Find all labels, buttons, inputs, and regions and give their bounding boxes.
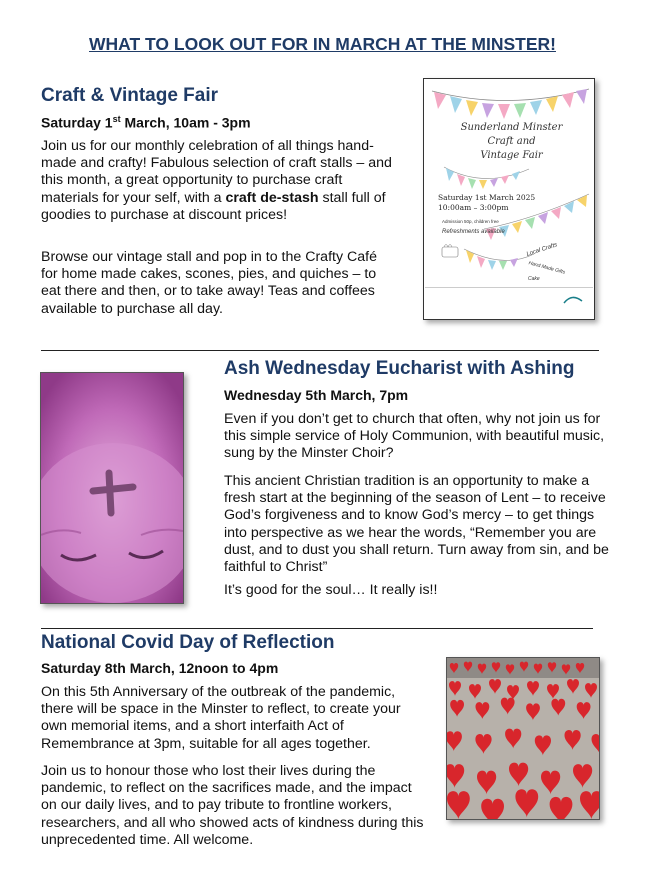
craft-fair-date-sup: st	[112, 114, 121, 124]
ash-wednesday-para-1: Even if you don’t get to church that often, why not join us for this simple service of Holy Communion, with beautiful music, sung by the Minster Choir?	[224, 411, 605, 462]
divider-1	[41, 350, 599, 351]
covid-day-para-1: On this 5th Anniversary of the outbreak of the pandemic, there will be space in the Minster to reflect, to create your own memorial items, and a short interfaith Act of Remembrance at 3pm, suitable for all ages together.	[41, 684, 401, 752]
ash-wednesday-date: Wednesday 5th March, 7pm	[224, 387, 409, 403]
poster-date	[438, 193, 535, 213]
covid-day-heading: National Covid Day of Reflection	[41, 632, 335, 653]
craft-fair-date	[41, 114, 251, 131]
ash-wednesday-photo	[40, 372, 184, 604]
ash-wednesday-para-3: It’s good for the soul… It really is!!	[224, 582, 438, 598]
poster-cake: Cake	[528, 276, 540, 282]
craft-fair-para-1	[41, 138, 403, 224]
ash-wednesday-heading: Ash Wednesday Eucharist with Ashing	[224, 358, 575, 379]
page-title: WHAT TO LOOK OUT FOR IN MARCH AT THE MINSTER!	[89, 34, 556, 54]
covid-memorial-hearts-photo	[446, 657, 600, 820]
hearts-wall-image	[447, 658, 599, 819]
divider-2	[41, 628, 593, 629]
ash-cross-forehead-image	[41, 373, 183, 603]
poster-date-line: Saturday 1st March 2025	[438, 193, 536, 202]
poster-time-line: 10:00am – 3:00pm	[438, 203, 509, 212]
ash-wednesday-para-2: This ancient Christian tradition is an opportunity to make a fresh start at the beginning of the season of Lent – to receive God’s forgiveness and to know God’s mercy – to get things into perspective as we hear the words, “Remember you are dust, and to dust you shall return. Turn away from sin, and be faithful to Christ”	[224, 473, 609, 576]
craft-fair-para-1b: stall full of goodies to purchase at discount prices!	[41, 189, 386, 223]
craft-fair-heading: Craft & Vintage Fair	[41, 85, 219, 106]
poster-title-line-2: Craft and	[487, 136, 536, 147]
covid-day-date: Saturday 8th March, 12noon to 4pm	[41, 660, 279, 676]
craft-fair-para-1a: Join us for our monthly celebration of all things hand-made and crafty! Fabulous selection of craft stalls – and this month, a great opportunity to purchase craft materials for your self, with a	[41, 138, 392, 206]
poster-title	[444, 121, 579, 163]
craft-fair-poster	[423, 78, 595, 320]
covid-day-para-2: Join us to honour those who lost their lives during the pandemic, to reflect on the sacrifices made, and the impact on our daily lives, and to pay tribute to frontline workers, researchers, and all who showed acts of kindness during this unprecedented time. All welcome.	[41, 763, 424, 848]
poster-title-line-1: Sunderland Minster	[460, 122, 563, 133]
poster-local-crafts: Local Crafts	[525, 242, 559, 258]
poster-admission: Admission 50p, children free	[442, 219, 499, 224]
craft-fair-para-2: Browse our vintage stall and pop in to the Crafty Café for home made cakes, scones, pies, and quiches – to eat there and then, or to take away! Teas and coffees available to purchase all day.	[41, 249, 377, 317]
poster-title-line-3: Vintage Fair	[480, 150, 543, 161]
poster-refreshments: Refreshments available	[442, 229, 505, 235]
craft-fair-date-pre: Saturday 1	[41, 114, 113, 131]
craft-destash-bold: craft de-stash	[225, 189, 319, 206]
poster-hand-made: Hand Made Gifts	[527, 260, 566, 276]
craft-fair-date-post: March, 10am - 3pm	[120, 114, 251, 131]
